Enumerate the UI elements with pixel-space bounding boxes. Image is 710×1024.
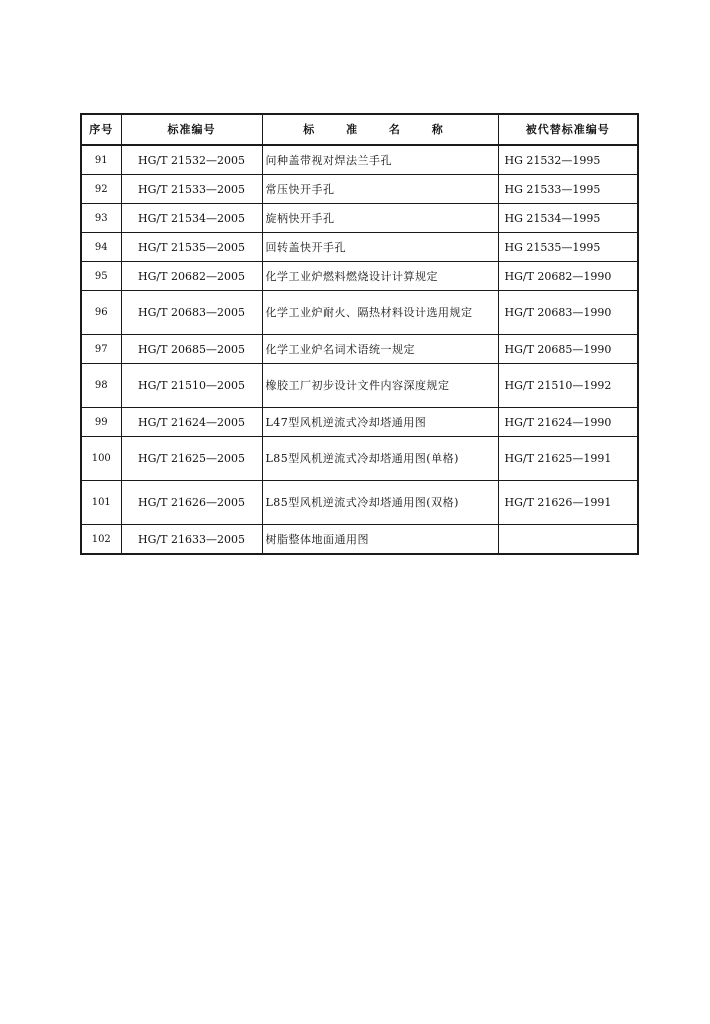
row-replaced-standard: HG/T 21624—1990	[498, 408, 638, 437]
row-standard-name: 化学工业炉耐火、隔热材料设计选用规定	[262, 291, 498, 335]
row-standard-code: HG/T 20683—2005	[121, 291, 262, 335]
row-standard-name: 常压快开手孔	[262, 175, 498, 204]
row-standard-code: HG/T 21626—2005	[121, 481, 262, 525]
table-row	[81, 291, 638, 335]
row-standard-code: HG/T 21532—2005	[121, 145, 262, 175]
table-row	[81, 437, 638, 481]
row-replaced-standard	[498, 525, 638, 555]
row-index: 94	[81, 233, 121, 262]
row-index: 101	[81, 481, 121, 525]
row-replaced-standard: HG/T 20685—1990	[498, 335, 638, 364]
table-header-row	[81, 114, 638, 145]
row-standard-name: 化学工业炉燃料燃烧设计计算规定	[262, 262, 498, 291]
row-standard-name: L85型风机逆流式冷却塔通用图(双格)	[262, 481, 498, 525]
row-standard-code: HG/T 21535—2005	[121, 233, 262, 262]
row-index: 93	[81, 204, 121, 233]
row-index: 98	[81, 364, 121, 408]
row-standard-name: 化学工业炉名词术语统一规定	[262, 335, 498, 364]
row-index: 97	[81, 335, 121, 364]
row-standard-code: HG/T 21633—2005	[121, 525, 262, 555]
row-standard-code: HG/T 20685—2005	[121, 335, 262, 364]
row-standard-code: HG/T 20682—2005	[121, 262, 262, 291]
row-index: 96	[81, 291, 121, 335]
header-index: 序号	[81, 114, 121, 145]
row-index: 100	[81, 437, 121, 481]
row-index: 95	[81, 262, 121, 291]
row-standard-name: 树脂整体地面通用图	[262, 525, 498, 555]
header-standard-name: 标 准 名 称	[262, 114, 498, 145]
row-replaced-standard: HG 21534—1995	[498, 204, 638, 233]
row-replaced-standard: HG/T 21625—1991	[498, 437, 638, 481]
row-replaced-standard: HG/T 21626—1991	[498, 481, 638, 525]
table-row	[81, 175, 638, 204]
row-standard-name: 问种盖带视对焊法兰手孔	[262, 145, 498, 175]
row-standard-name: 旋柄快开手孔	[262, 204, 498, 233]
row-standard-name: L47型风机逆流式冷却塔通用图	[262, 408, 498, 437]
row-standard-code: HG/T 21624—2005	[121, 408, 262, 437]
row-replaced-standard: HG 21532—1995	[498, 145, 638, 175]
row-replaced-standard: HG/T 20682—1990	[498, 262, 638, 291]
table-row	[81, 233, 638, 262]
row-standard-name: 回转盖快开手孔	[262, 233, 498, 262]
standards-table	[80, 113, 639, 555]
row-index: 92	[81, 175, 121, 204]
row-index: 102	[81, 525, 121, 555]
row-standard-code: HG/T 21625—2005	[121, 437, 262, 481]
table-row	[81, 364, 638, 408]
table-row	[81, 262, 638, 291]
row-standard-code: HG/T 21510—2005	[121, 364, 262, 408]
row-standard-name: L85型风机逆流式冷却塔通用图(单格)	[262, 437, 498, 481]
row-replaced-standard: HG 21535—1995	[498, 233, 638, 262]
table-row	[81, 408, 638, 437]
table-row	[81, 204, 638, 233]
row-index: 91	[81, 145, 121, 175]
row-replaced-standard: HG/T 21510—1992	[498, 364, 638, 408]
standards-table-sheet	[80, 113, 637, 555]
row-replaced-standard: HG 21533—1995	[498, 175, 638, 204]
table-row	[81, 145, 638, 175]
table-row	[81, 335, 638, 364]
table-row	[81, 481, 638, 525]
header-replaced-standard: 被代替标准编号	[498, 114, 638, 145]
row-index: 99	[81, 408, 121, 437]
row-standard-code: HG/T 21533—2005	[121, 175, 262, 204]
row-replaced-standard: HG/T 20683—1990	[498, 291, 638, 335]
header-standard-code: 标准编号	[121, 114, 262, 145]
table-row	[81, 525, 638, 555]
row-standard-code: HG/T 21534—2005	[121, 204, 262, 233]
row-standard-name: 橡胶工厂初步设计文件内容深度规定	[262, 364, 498, 408]
